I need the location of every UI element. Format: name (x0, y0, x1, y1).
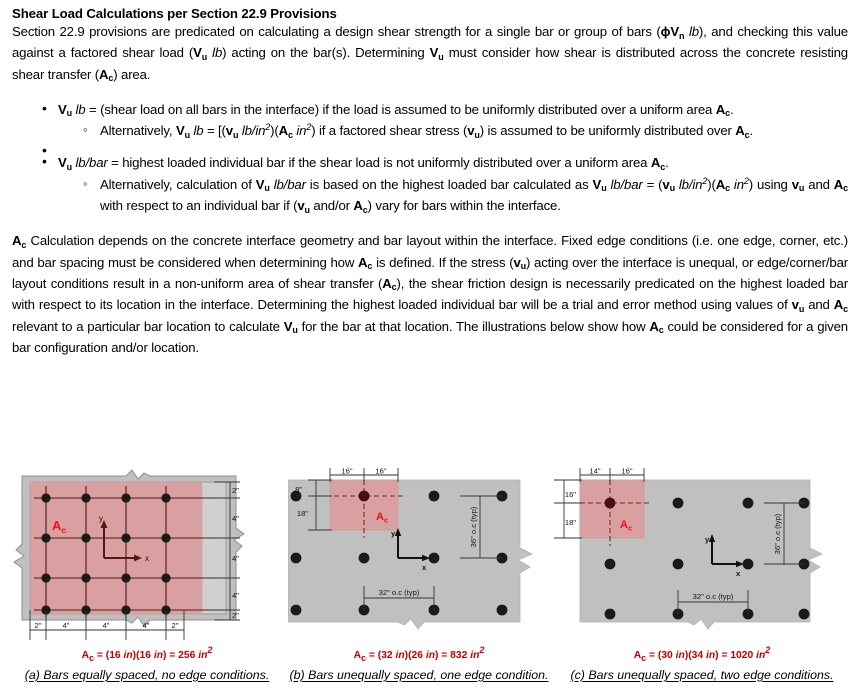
axis-y-label-a: y (99, 514, 103, 523)
axis-y-label-b: y (391, 529, 396, 538)
figure-c-drawing (552, 468, 852, 648)
left-dim-labels-c (565, 490, 576, 527)
intro-paragraph: Section 22.9 provisions are predicated on calculating a design shear strength for a single bar or group of bars ($\phi V_n$ lb), and checking this value against a factored shear load ($V_u$ lb) acting on the bar(s). Determining $V_u$ must consider how shear is distributed across the concrete resisting shear transfer $(A_c)$ area. (12, 24, 848, 84)
figure-a (8, 468, 286, 700)
figure-caption-a: (a) Bars equally spaced, no edge conditions. (24, 668, 270, 682)
figure-b (288, 468, 550, 700)
figure-caption-c: (c) Bars unequally spaced, two edge conditions. (570, 668, 834, 682)
axis-y-label-c: y (705, 535, 710, 544)
svg-text:18": 18" (564, 518, 576, 527)
figure-c (552, 468, 852, 700)
figure-b-drawing (288, 468, 550, 648)
sub-bullet-list-1 (58, 121, 848, 142)
ac-region-a (30, 482, 202, 614)
area-equation-c: $A_c = (30$ in)(34 in) = 1020 $in^2$ (633, 645, 771, 663)
svg-text:4": 4" (232, 554, 239, 563)
vert-spacing-label-b: 36" o.c (typ) (469, 506, 478, 548)
figure-a-drawing (8, 468, 286, 648)
sub-bullet-item-2a: ◦ Alternatively, calculation of $V_u$ lb/bar is based on the highest loaded bar calculated as $V_u$ $lb/bar = (v_u$ $lb/in^2)(A_c$ $in^2$) using $v_u$ and $A_c$ with respect to an individual bar if ($v_u$ and/or $A_c$) vary for bars within the interface. (100, 175, 848, 218)
ac-label-a: $A_c$ (52, 518, 67, 535)
area-equation-b: $A_c = (32$ in)(26 in) = 832 $in^2$ (353, 645, 485, 663)
svg-text:8": 8" (295, 485, 302, 494)
axis-x-label-a: x (145, 554, 149, 563)
left-dim-lines-c (554, 480, 582, 538)
bottom-dim-labels-a (35, 621, 179, 630)
bullet-list (12, 100, 848, 217)
svg-text:4": 4" (102, 621, 110, 630)
horiz-spacing-label-b: 32" o.c (typ) (378, 588, 420, 597)
figure-row (0, 468, 860, 700)
figure-caption-b: (b) Bars unequally spaced, one edge condition. (289, 668, 549, 682)
bullet-item-1: • $V_u$ lb = (shear load on all bars in the interface) if the load is assumed to be uniformly distributed over a uniform area $A_c$. ◦ Alternatively, $V_u$ lb = [($v_u$ $lb/in^2)(A_c$ $in^2$) if a factored shear stress $(v_u)$ is assumed to be uniformly distributed over $A_c$. (58, 100, 848, 143)
svg-text:18": 18" (296, 509, 308, 518)
svg-text:16": 16" (341, 468, 353, 476)
svg-text:4": 4" (232, 591, 239, 600)
ac-label-b: $A_c$ (376, 511, 389, 525)
ac-label-c: $A_c$ (620, 519, 633, 533)
svg-text:16": 16" (375, 468, 387, 476)
bullet-item-2: • $V_u$ lb/bar = highest loaded individual bar if the shear load is not uniformly distributed over a uniform area $A_c$. ◦ Alternatively, calculation of $V_u$ lb/bar is based on the highest loaded bar calculated as $V_u$ $lb/bar = (v_u$ $lb/in^2)(A_c$ $in^2$) using $v_u$ and $A_c$ with respect to an individual bar if ($v_u$ and/or $A_c$) vary for bars within the interface. (58, 153, 848, 217)
svg-text:2": 2" (232, 486, 239, 495)
svg-text:4": 4" (232, 514, 239, 523)
concrete-slab-b (288, 480, 532, 629)
sub-bullet-list-2 (58, 175, 848, 218)
sub-bullet-item-1a: ◦ Alternatively, $V_u$ lb = [($v_u$ $lb/in^2)(A_c$ $in^2$) if a factored shear stress $(v_u)$ is assumed to be uniformly distributed over $A_c$. (100, 121, 848, 142)
ac-region-c (580, 480, 644, 538)
svg-text:2": 2" (171, 621, 179, 630)
axis-x-label-c: x (736, 569, 741, 578)
svg-text:2": 2" (34, 621, 42, 630)
svg-text:2": 2" (232, 611, 239, 620)
axis-x-label-b: x (422, 563, 427, 572)
svg-text:4": 4" (142, 621, 150, 630)
closing-paragraph: $A_c$ Calculation depends on the concrete interface geometry and bar layout within the interface. Fixed edge conditions (i.e. one edge, corner, etc.) and bar spacing must be considered when determining how $A_c$ is defined. If the stress $(v_u)$ acting over the interface is unequal, or edge/corner/bar layout conditions result in a non-uniform area of shear transfer $(A_c)$, the shear friction design is necessarily predicated on the highest loaded bar with respect to its location in the interface. Determining the highest loaded individual bar will be a trial and error method using values of $v_u$ and $A_c$ relevant to a particular bar location to calculate $V_u$ for the bar at that location. The illustrations below show how $A_c$ could be considered for a given bar configuration and/or location. (12, 233, 849, 355)
svg-text:4": 4" (62, 621, 70, 630)
page-title: Shear Load Calculations per Section 22.9 Provisions (12, 6, 337, 21)
svg-text:14": 14" (589, 468, 601, 476)
top-dim-labels-c (589, 468, 632, 476)
area-equation-a: $A_c = (16$ in)(16 in) = 256 $in^2$ (81, 645, 213, 663)
bullet-spacer (58, 142, 848, 153)
svg-text:16": 16" (621, 468, 633, 476)
svg-text:16": 16" (564, 490, 576, 499)
vert-spacing-label-c: 36" o.c (typ) (773, 513, 782, 555)
horiz-spacing-label-c: 32" o.c (typ) (692, 592, 734, 601)
